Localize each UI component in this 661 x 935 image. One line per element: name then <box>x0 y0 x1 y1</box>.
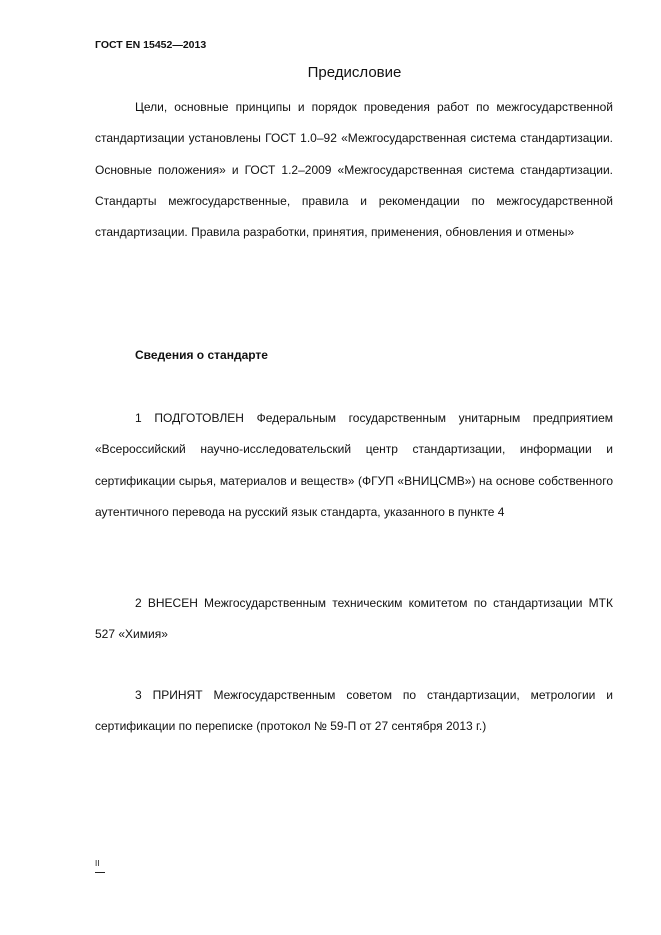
page-title: Предисловие <box>307 64 402 81</box>
section-title: Сведения о стандарте <box>135 348 268 362</box>
item-2-paragraph: 2 ВНЕСЕН Межгосударственным техническим комитетом по стандартизации МТК 527 «Химия» <box>95 596 613 642</box>
document-header: ГОСТ EN 15452—2013 <box>95 39 207 51</box>
page-number-mark <box>95 859 105 873</box>
item-3-paragraph: 3 ПРИНЯТ Межгосударственным советом по стандартизации, метрологии и сертификации по переписке (протокол № 59-П от 27 сентября 2013 г.) <box>95 688 613 734</box>
page-number: II <box>95 859 100 868</box>
intro-paragraph: Цели, основные принципы и порядок проведения работ по межгосударственной стандартизации установлены ГОСТ 1.0–92 «Межгосударственная система стандартизации. Основные положения» и ГОСТ 1.2–2009 «Межгосударственная система стандартизации. Стандарты межгосударственные, правила и рекомендации по межгосударственной стандартизации. Правила разработки, принятия, применения, обновления и отмены» <box>95 100 613 240</box>
item-1-paragraph: 1 ПОДГОТОВЛЕН Федеральным государственным унитарным предприятием «Всероссийский научно-исследовательский центр стандартизации, информации и сертификации сырья, материалов и веществ» (ФГУП «ВНИЦСМВ») на основе собственного аутентичного перевода на русский язык стандарта, указанного в пункте 4 <box>95 411 613 519</box>
